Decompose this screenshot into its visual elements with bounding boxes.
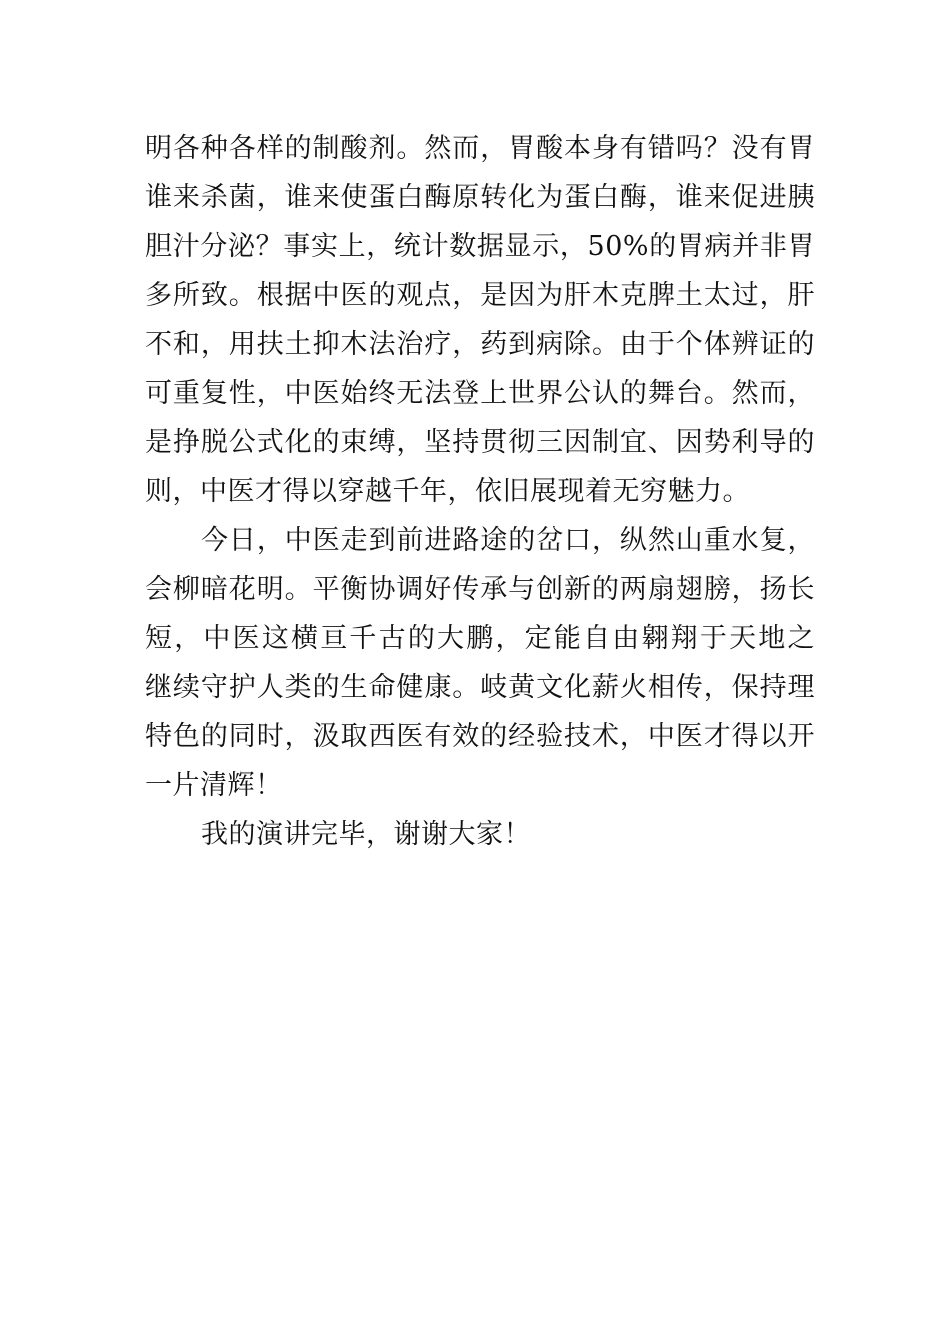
text-line: 会柳暗花明。平衡协调好传承与创新的两扇翅膀，扬长 — [145, 574, 815, 605]
text-line: 则，中医才得以穿越千年，依旧展现着无穷魅力。 — [145, 476, 750, 507]
text-line: 明各种各样的制酸剂。然而，胃酸本身有错吗？没有胃 — [145, 133, 815, 164]
text-line: 不和，用扶土抑木法治疗，药到病除。由于个体辨证的 — [145, 329, 815, 360]
text-line: 我的演讲完毕，谢谢大家！ — [201, 819, 531, 850]
text-line: 可重复性，中医始终无法登上世界公认的舞台。然而， — [145, 378, 815, 409]
text-line: 谁来杀菌，谁来使蛋白酶原转化为蛋白酶，谁来促进胰 — [145, 182, 815, 213]
document-body — [145, 124, 815, 859]
text-line: 短，中医这横亘千古的大鹏，定能自由翱翔于天地之 — [145, 623, 815, 654]
text-line: 胆汁分泌？事实上，统计数据显示，50%的胃病并非胃 — [145, 231, 815, 262]
text-line: 一片清辉！ — [145, 770, 283, 801]
text-line: 多所致。根据中医的观点，是因为肝木克脾土太过，肝 — [145, 280, 815, 311]
text-line: 特色的同时，汲取西医有效的经验技术，中医才得以开 — [145, 721, 815, 752]
text-line: 继续守护人类的生命健康。岐黄文化薪火相传，保持理 — [145, 672, 815, 703]
text-line: 是挣脱公式化的束缚，坚持贯彻三因制宜、因势利导的 — [145, 427, 815, 458]
paragraph-3 — [145, 810, 815, 859]
paragraph-1 — [145, 124, 815, 516]
text-line: 今日，中医走到前进路途的岔口，纵然山重水复， — [201, 525, 815, 556]
paragraph-2 — [145, 516, 815, 810]
